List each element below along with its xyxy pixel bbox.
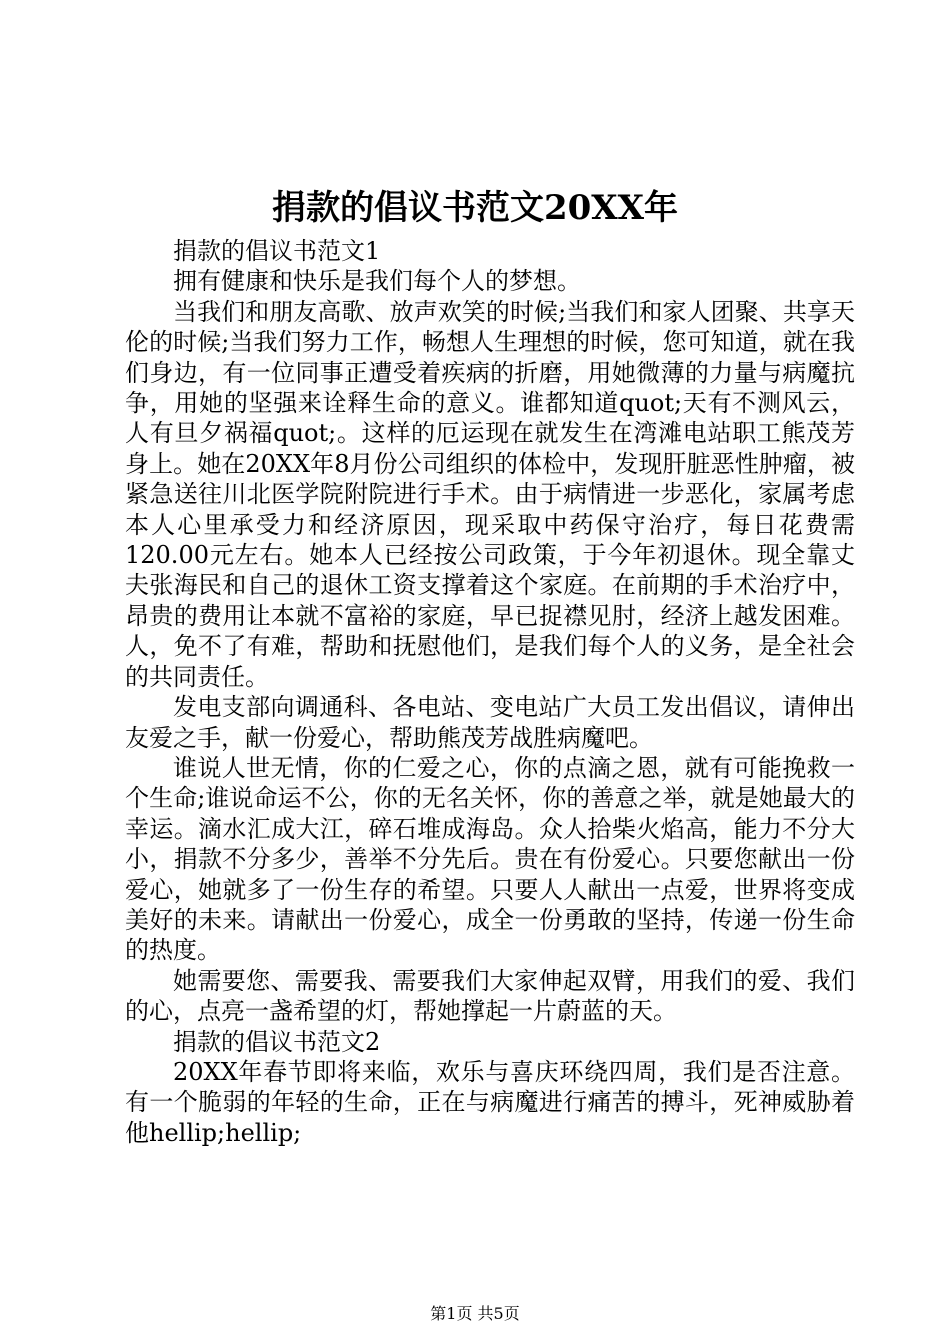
document-title: 捐款的倡议书范文20XX年 (271, 188, 679, 228)
body-paragraph: 谁说人世无情，你的仁爱之心，你的点滴之恩，就有可能挽救一个生命;谁说命运不公，你的无名关怀，你的善意之举，就是她最大的幸运。滴水汇成大江，碎石堆成海岛。众人拾柴火焰高，能力不分大小，捐款不分多少，善举不分先后。贵在有份爱心。只要您献出一份爱心，她就多了一份生存的希望。只要人人献出一点爱，世界将变成美好的未来。请献出一份爱心，成全一份勇敢的坚持，传递一份生命的热度。 (125, 753, 855, 965)
page-number-footer: 第1页 共5页 (430, 1304, 520, 1323)
body-paragraph: 她需要您、需要我、需要我们大家伸起双臂，用我们的爱、我们的心，点亮一盏希望的灯，帮她撑起一片蔚蓝的天。 (125, 966, 855, 1026)
body-paragraph: 当我们和朋友高歌、放声欢笑的时候;当我们和家人团聚、共享天伦的时候;当我们努力工作，畅想人生理想的时候，您可知道，就在我们身边，有一位同事正遭受着疾病的折磨，用她微薄的力量与病魔抗争，用她的坚强来诠释生命的意义。谁都知道quot;天有不测风云，人有旦夕祸福quot;。这样的厄运现在就发生在湾滩电站职工熊茂芳身上。她在20XX年8月份公司组织的体检中，发现肝脏恶性肿瘤，被紧急送往川北医学院附院进行手术。由于病情进一步恶化，家属考虑本人心里承受力和经济原因，现采取中药保守治疗，每日花费需120.00元左右。她本人已经按公司政策，于今年初退休。现全靠丈夫张海民和自己的退休工资支撑着这个家庭。在前期的手术治疗中，昂贵的费用让本就不富裕的家庭，早已捉襟见肘，经济上越发困难。人，免不了有难，帮助和抚慰他们，是我们每个人的义务，是全社会的共同责任。 (125, 297, 855, 691)
body-paragraph: 拥有健康和快乐是我们每个人的梦想。 (173, 267, 581, 296)
section-heading: 捐款的倡议书范文2 (173, 1027, 381, 1056)
body-paragraph: 发电支部向调通科、各电站、变电站广大员工发出倡议，请伸出友爱之手，献一份爱心，帮助熊茂芳战胜病魔吧。 (125, 693, 855, 752)
document-body (125, 236, 855, 1148)
section-heading: 捐款的倡议书范文1 (173, 237, 381, 265)
body-paragraph: 20XX年春节即将来临，欢乐与喜庆环绕四周，我们是否注意。有一个脆弱的年轻的生命，正在与病魔进行痛苦的搏斗，死神威胁着他hellip;hellip; (125, 1057, 855, 1147)
